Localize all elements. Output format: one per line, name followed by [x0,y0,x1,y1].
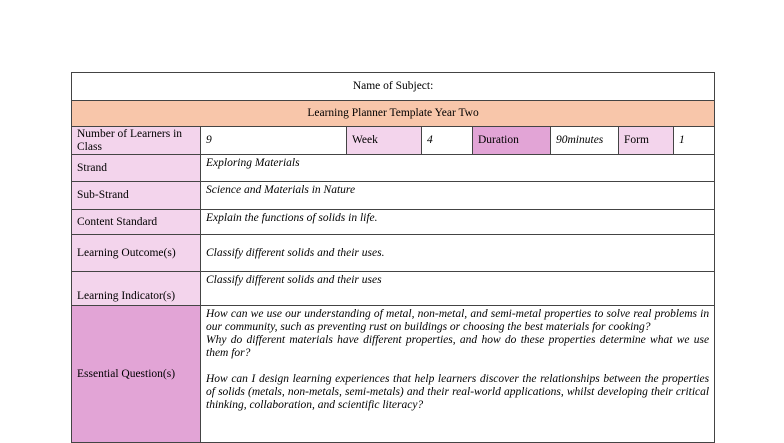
paragraph-spacer [206,360,709,373]
substrand-label: Sub-Strand [72,182,201,210]
duration-value: 90minutes [551,127,619,155]
strand-value: Exploring Materials [201,155,715,182]
learning-outcome-value: Classify different solids and their uses. [201,235,715,272]
essential-question-3: How can I design learning experiences that help learners discover the relationships between the properties of solids (metals, non-metals, semi-metals) and their real-world applications, whilst developing their critical thinking, collaboration, and scientific literacy? [206,373,710,411]
learning-indicator-label: Learning Indicator(s) [72,272,201,306]
substrand-value: Science and Materials in Nature [201,182,715,210]
learners-label: Number of Learners in Class [72,127,201,155]
content-standard-value: Explain the functions of solids in life. [201,210,715,235]
template-title-cell: Learning Planner Template Year Two [72,101,715,127]
week-value: 4 [422,127,473,155]
essential-question-value [201,306,715,443]
learning-planner-table [71,72,715,443]
duration-label: Duration [473,127,551,155]
subject-name-cell: Name of Subject: [72,73,715,101]
learning-indicator-value: Classify different solids and their uses [201,272,715,306]
content-standard-label: Content Standard [72,210,201,235]
learning-outcome-label: Learning Outcome(s) [72,235,201,272]
form-value: 1 [674,127,715,155]
learners-value: 9 [201,127,347,155]
essential-question-2: Why do different materials have different properties, and how do these properties determine what we use them for? [206,334,710,359]
essential-question-1: How can we use our understanding of metal, non-metal, and semi-metal properties to solve real problems in our community, such as preventing rust on buildings or choosing the best materials for cooking? [206,308,710,333]
week-label: Week [347,127,422,155]
form-label: Form [619,127,674,155]
strand-label: Strand [72,155,201,182]
essential-question-label: Essential Question(s) [72,306,201,443]
